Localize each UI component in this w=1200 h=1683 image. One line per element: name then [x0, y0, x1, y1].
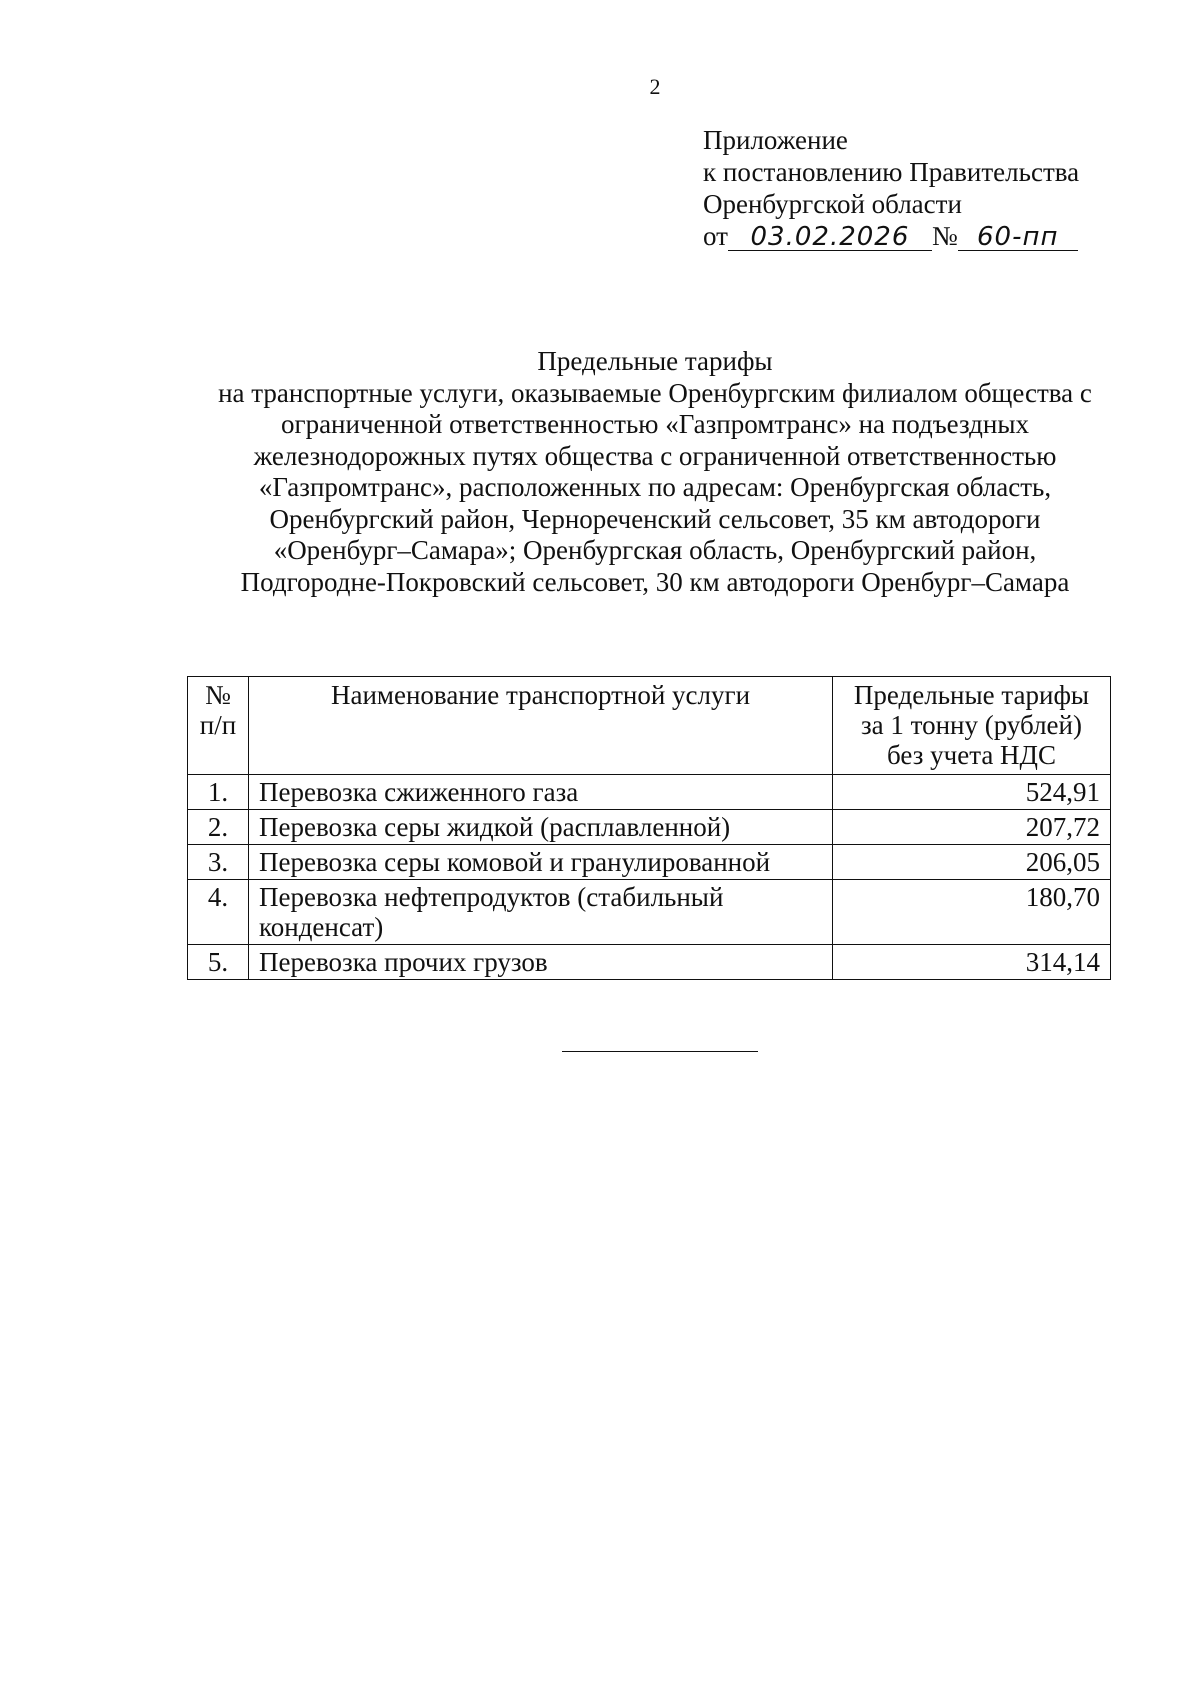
- appendix-line-3: Оренбургской области: [703, 189, 962, 219]
- from-label: от: [703, 221, 728, 251]
- document-heading: Предельные тарифы: [537, 346, 773, 376]
- header-tariff: [833, 677, 1111, 775]
- document-title-block: [180, 346, 1130, 598]
- table-row: [188, 845, 1111, 880]
- tariffs-table: [187, 676, 1111, 980]
- row-number: 1.: [188, 775, 249, 810]
- row-service-name: Перевозка серы комовой и гранулированной: [249, 845, 833, 880]
- header-number: [188, 677, 249, 775]
- handwritten-number: 60-пп: [958, 224, 1078, 251]
- row-number: 5.: [188, 945, 249, 980]
- title-line: Оренбургский район, Чернореченский сельсовет, 35 км автодороги: [269, 503, 1041, 534]
- header-service-name: Наименование транспортной услуги: [249, 677, 833, 775]
- title-line: на транспортные услуги, оказываемые Оренбургским филиалом общества с: [218, 377, 1092, 408]
- appendix-title: Приложение: [703, 125, 848, 155]
- row-tariff: 206,05: [833, 845, 1111, 880]
- row-service-name: Перевозка нефтепродуктов (стабильный конденсат): [249, 880, 833, 945]
- header-tariff-line: Предельные тарифы: [853, 680, 1090, 710]
- page-number: 2: [649, 74, 661, 99]
- row-number: 4.: [188, 880, 249, 945]
- handwritten-date: 03.02.2026: [728, 224, 932, 251]
- title-line: «Газпромтранс», расположенных по адресам: Оренбургская область,: [258, 472, 1052, 502]
- appendix-line-2: к постановлению Правительства: [703, 157, 1080, 187]
- row-tariff: 524,91: [833, 775, 1111, 810]
- row-number: 3.: [188, 845, 249, 880]
- title-line: железнодорожных путях общества с ограниченной ответственностью: [253, 440, 1057, 471]
- title-line: «Оренбург–Самара»; Оренбургская область, Оренбургский район,: [273, 535, 1037, 565]
- header-number-line: №: [205, 680, 231, 710]
- table-row: [188, 810, 1111, 845]
- row-service-name: Перевозка сжиженного газа: [249, 775, 833, 810]
- header-number-line: п/п: [199, 710, 237, 740]
- row-service-name: Перевозка серы жидкой (расплавленной): [249, 810, 833, 845]
- header-tariff-line: без учета НДС: [887, 740, 1056, 770]
- appendix-date-number-row: [703, 220, 1079, 252]
- header-tariff-line: за 1 тонну (рублей): [861, 710, 1082, 740]
- appendix-block: [703, 124, 1079, 252]
- table-row: [188, 880, 1111, 945]
- table-header-row: [188, 677, 1111, 775]
- row-tariff: 314,14: [833, 945, 1111, 980]
- closing-separator-line: [562, 1051, 758, 1052]
- row-service-name: Перевозка прочих грузов: [249, 945, 833, 980]
- row-tariff: 207,72: [833, 810, 1111, 845]
- row-tariff: 180,70: [833, 880, 1111, 945]
- title-line: Подгородне-Покровский сельсовет, 30 км автодороги Оренбург–Самара: [240, 566, 1070, 597]
- table-row: [188, 775, 1111, 810]
- table-row: [188, 945, 1111, 980]
- row-number: 2.: [188, 810, 249, 845]
- title-line: ограниченной ответственностью «Газпромтранс» на подъездных: [281, 409, 1029, 439]
- number-label: №: [931, 221, 958, 251]
